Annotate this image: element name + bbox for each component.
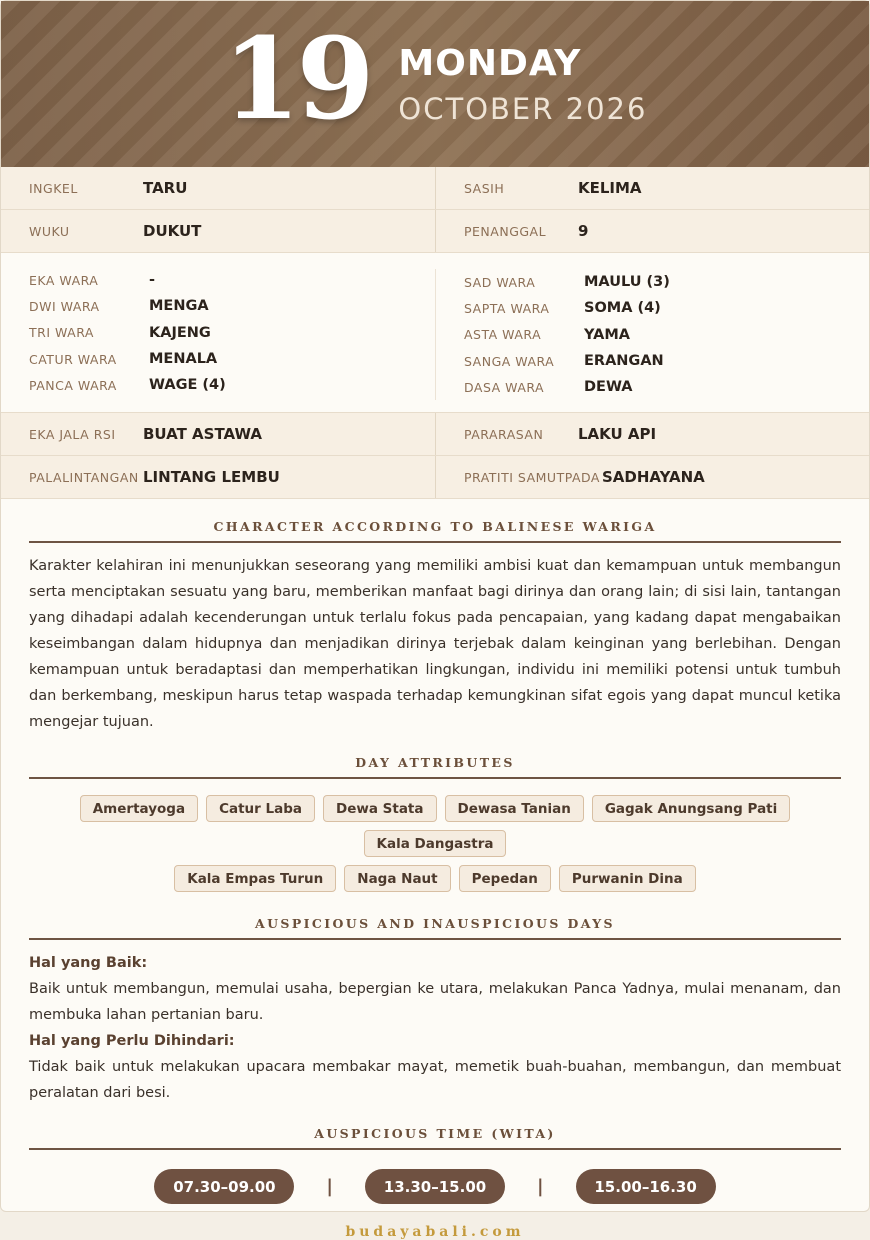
wara-value: MENALA (149, 351, 218, 368)
info-cell-wuku (1, 210, 435, 252)
time-slot-pill: 15.00–16.30 (576, 1169, 716, 1204)
wara-label: DASA WARA (464, 379, 545, 395)
wara-left-column (1, 267, 435, 400)
wara-row (29, 372, 435, 398)
wara-row (29, 346, 435, 372)
wara-row (29, 267, 435, 293)
attribute-chip: Dewasa Tanian (445, 795, 584, 822)
wara-value: - (149, 272, 156, 289)
attribute-chip: Naga Naut (344, 865, 450, 892)
info-value: KELIMA (578, 179, 642, 197)
wara-row (464, 322, 869, 348)
time-separator: | (537, 1176, 544, 1198)
time-title: AUSPICIOUS TIME (WITA) (314, 1126, 556, 1142)
date-side (398, 44, 647, 125)
info-cell-penanggal (435, 210, 869, 252)
wara-value: WAGE (4) (149, 377, 226, 394)
info-cell-ingkel (1, 167, 435, 209)
wara-block (1, 253, 869, 413)
good-text: Baik untuk membangun, memulai usaha, bepergian ke utara, melakukan Panca Yadnya, mulai menanam, dan membuka lahan pertanian baru. (29, 981, 841, 1024)
days-title: AUSPICIOUS AND INAUSPICIOUS DAYS (255, 916, 615, 932)
wara-label: TRI WARA (29, 325, 94, 341)
wara-label: SAPTA WARA (464, 300, 550, 316)
wara-value: SOMA (4) (584, 300, 661, 317)
wara-label: ASTA WARA (464, 327, 542, 343)
info-label: PALALINTANGAN (29, 469, 139, 485)
character-text: Karakter kelahiran ini menunjukkan seseorang yang memiliki ambisi kuat dan kemampuan untuk membangun serta menciptakan sesuatu yang baru, memberikan manfaat bagi dirinya dan orang lain; di sisi lain, tantangan yang dihadapi adalah kecenderungan untuk terlalu fokus pada pencapaian, yang kadang dapat mengabaikan keseimbangan dalam hidupnya dan menjadikan dirinya terjebak dalam keinginan yang berlebihan. Dengan kemampuan untuk beradaptasi dan memperhatikan lingkungan, individu ini memiliki potensi untuk tumbuh dan berkembang, meskipun harus tetap waspada terhadap kemungkinan sifat egois yang dapat muncul ketika mengejar tujuan. (29, 558, 841, 731)
info-cell-sasih (435, 167, 869, 209)
info-label: PARARASAN (464, 426, 544, 442)
info-value: TARU (143, 179, 188, 197)
wara-row (29, 320, 435, 346)
character-title: CHARACTER ACCORDING TO BALINESE WARIGA (213, 519, 657, 535)
good-label: Hal yang Baik: (29, 955, 148, 972)
attribute-chip: Kala Empas Turun (174, 865, 336, 892)
avoid-label: Hal yang Perlu Dihindari: (29, 1033, 235, 1050)
footer-site[interactable]: budayabali.com (345, 1224, 525, 1240)
attributes-row-2 (1, 865, 869, 900)
day-number: 19 (222, 14, 371, 145)
info-value: 9 (578, 222, 589, 240)
attribute-chip: Catur Laba (206, 795, 315, 822)
attributes-row-1 (1, 795, 869, 865)
date-header (1, 1, 869, 167)
info-cell-pratiti-samutpada (435, 456, 869, 498)
wara-label: SAD WARA (464, 274, 536, 290)
wara-row (464, 269, 869, 295)
info-row-ingkel-sasih (1, 167, 869, 210)
info-cell-palalintangan (1, 456, 435, 498)
info-label: PRATITI SAMUTPADA (464, 469, 600, 485)
info-value: DUKUT (143, 222, 202, 240)
wara-right-column (435, 269, 869, 400)
time-slot-pill: 13.30–15.00 (365, 1169, 505, 1204)
wara-row (464, 295, 869, 321)
info-label: INGKEL (29, 180, 78, 196)
wara-value: YAMA (584, 326, 630, 343)
attribute-chip: Amertayoga (80, 795, 198, 822)
month-year: OCTOBER 2026 (398, 92, 648, 127)
attributes-title: DAY ATTRIBUTES (355, 755, 515, 771)
info-row-wuku-penanggal (1, 210, 869, 253)
wara-value: MAULU (3) (584, 274, 670, 291)
attribute-chip: Kala Dangastra (364, 830, 507, 857)
wara-label: SANGA WARA (464, 353, 555, 369)
time-slot-pill: 07.30–09.00 (154, 1169, 294, 1204)
wara-label: CATUR WARA (29, 351, 117, 367)
day-name: MONDAY (398, 42, 582, 84)
wara-row (464, 348, 869, 374)
time-separator: | (326, 1176, 333, 1198)
info-value: LAKU API (578, 425, 657, 444)
wara-row (464, 374, 869, 400)
attribute-chip: Dewa Stata (323, 795, 437, 822)
info-value: SADHAYANA (602, 468, 705, 487)
wara-value: MENGA (149, 298, 209, 315)
info-label: PENANGGAL (464, 223, 547, 239)
wara-row (29, 293, 435, 319)
avoid-text: Tidak baik untuk melakukan upacara membakar mayat, memetik buah-buahan, membangun, dan membuat peralatan dari besi. (29, 1059, 841, 1102)
info-row-palalintangan-pratiti (1, 456, 869, 499)
wara-value: ERANGAN (584, 353, 664, 370)
wara-label: PANCA WARA (29, 377, 117, 393)
attribute-chip: Pepedan (459, 865, 551, 892)
wara-value: KAJENG (149, 324, 211, 341)
attribute-chip: Gagak Anungsang Pati (592, 795, 790, 822)
info-cell-eka-jala-rsi (1, 413, 435, 455)
time-slots (1, 1169, 869, 1204)
info-value: BUAT ASTAWA (143, 425, 262, 444)
info-row-jala-pararasan (1, 413, 869, 456)
wara-label: DWI WARA (29, 298, 100, 314)
attribute-chip: Purwanin Dina (559, 865, 696, 892)
info-label: WUKU (29, 223, 70, 239)
info-label: EKA JALA RSI (29, 426, 116, 442)
info-cell-pararasan (435, 413, 869, 455)
info-value: LINTANG LEMBU (143, 468, 280, 487)
wara-label: EKA WARA (29, 272, 99, 288)
wara-value: DEWA (584, 379, 633, 396)
info-label: SASIH (464, 180, 505, 196)
